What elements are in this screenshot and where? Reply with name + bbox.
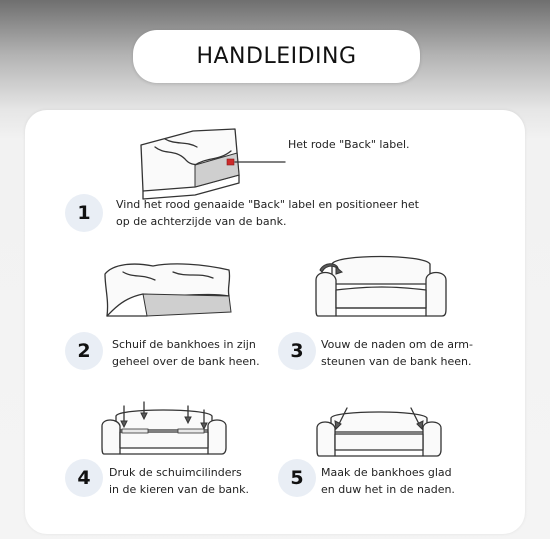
- step-2-text: Schuif de bankhoes in zijn geheel over de bank heen.: [112, 338, 260, 368]
- step-3-text: Vouw de naden om de arm- steunen van de bank heen.: [321, 338, 473, 368]
- sofa-fold-arm-illustration: [312, 250, 452, 324]
- step-1-badge: 1: [65, 194, 103, 232]
- sofa-back-label-illustration: [135, 125, 255, 203]
- back-label-note: Het rode "Back" label.: [288, 138, 410, 151]
- sofa-cover-slide-illustration: [103, 260, 233, 320]
- sofa-smooth-illustration: [315, 402, 445, 462]
- step-5-text: Maak de bankhoes glad en duw het in de naden.: [321, 466, 455, 496]
- page-title: HANDLEIDING: [133, 30, 420, 83]
- instructions-card: [25, 110, 525, 534]
- step-4-text: Druk de schuimcilinders in de kieren van de bank.: [109, 466, 250, 496]
- step-2-badge: 2: [65, 332, 103, 370]
- step-1-text: Vind het rood genaaide "Back" label en positioneer het op de achterzijde van de bank.: [116, 198, 419, 228]
- sofa-foam-cylinder-illustration: [100, 400, 230, 460]
- step-3-badge: 3: [278, 332, 316, 370]
- step-5-badge: 5: [278, 459, 316, 497]
- step-4-badge: 4: [65, 459, 103, 497]
